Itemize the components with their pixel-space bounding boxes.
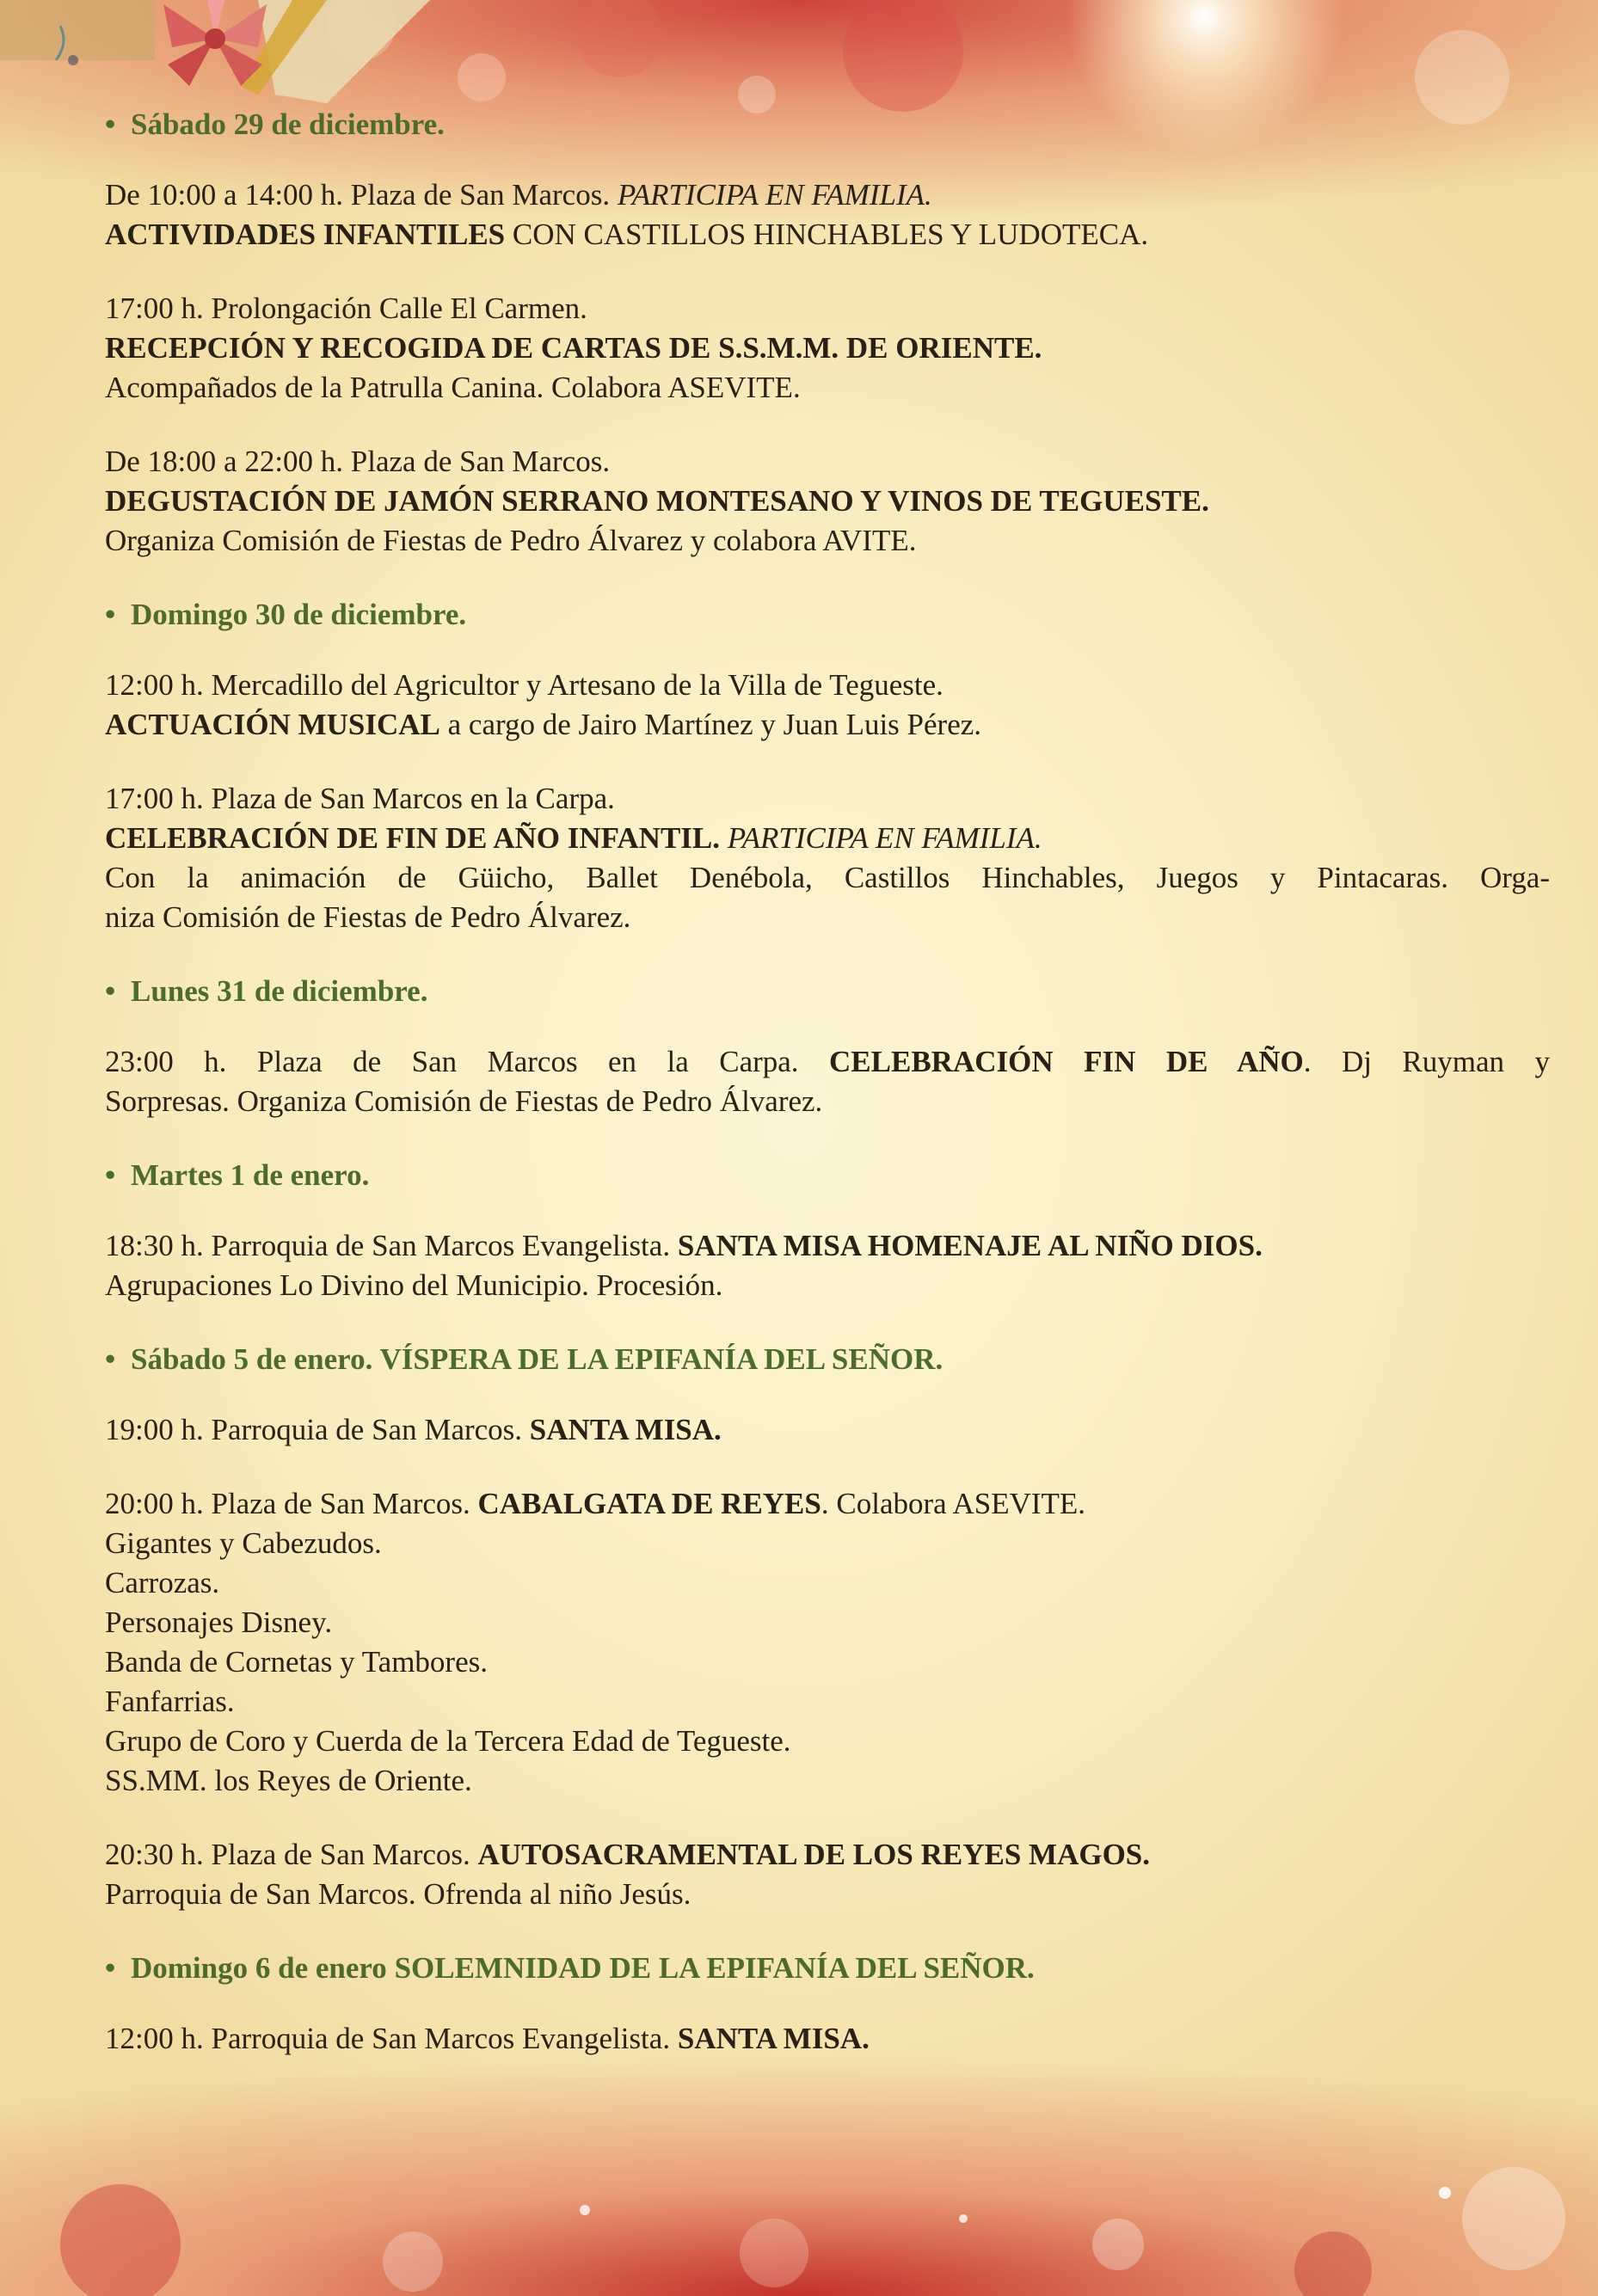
day-heading [105,1949,1550,1988]
event-item [105,1835,1550,1914]
event-text: Organiza Comisión de Fiestas de Pedro Álvarez y colabora AVITE. [105,524,917,557]
event-text: CON CASTILLOS HINCHABLES Y LUDOTECA. [505,218,1149,251]
event-text: 18:30 h. Parroquia de San Marcos Evangelista. [105,1229,678,1262]
event-line [105,1082,1550,1121]
event-item [105,1042,1550,1121]
event-line [105,521,1550,561]
day-heading [105,105,1550,144]
event-item [105,289,1550,408]
event-line [105,898,1550,937]
event-line [105,442,1550,482]
event-title: SANTA MISA. [677,2022,870,2055]
event-text: Carrozas. [105,1566,220,1599]
event-item [105,779,1550,937]
event-text: Fanfarrias. [105,1685,235,1718]
event-text: 17:00 h. Prolongación Calle El Carmen. [105,292,587,325]
event-text: 12:00 h. Parroquia de San Marcos Evangelista. [105,2022,678,2055]
event-line [105,482,1550,521]
bullet-icon: • [105,1342,116,1376]
bullet-icon: • [105,974,116,1008]
event-text: Agrupaciones Lo Divino del Municipio. Procesión. [105,1268,723,1302]
event-tag: PARTICIPA EN FAMILIA. [617,178,932,212]
event-line [105,1603,1550,1642]
event-item [105,2019,1550,2059]
event-title: SANTA MISA HOMENAJE AL NIÑO DIOS. [677,1229,1263,1262]
events-schedule [105,105,1550,2093]
event-title: RECEPCIÓN Y RECOGIDA DE CARTAS DE S.S.M.M. DE ORIENTE. [105,331,1042,365]
event-line [105,779,1550,819]
event-title: SANTA MISA. [529,1413,722,1446]
event-text: Con la animación de Güicho, Ballet Denébola, Castillos Hinchables, Juegos y Pintacaras. Orga- [105,861,1550,894]
event-text: Gigantes y Cabezudos. [105,1526,382,1560]
bullet-icon: • [105,598,116,631]
event-line [105,1226,1550,1266]
day-heading-text: Domingo 30 de diciembre. [131,598,467,631]
event-text: . Colabora ASEVITE. [821,1487,1086,1520]
event-text: Banda de Cornetas y Tambores. [105,1645,488,1679]
event-text: niza Comisión de Fiestas de Pedro Álvarez. [105,900,631,934]
bullet-icon: • [105,1158,116,1192]
event-line [105,215,1550,255]
event-line [105,1042,1550,1082]
event-title: ACTIVIDADES INFANTILES [105,218,506,251]
event-line [105,289,1550,328]
event-line [105,368,1550,408]
event-text: De 18:00 a 22:00 h. Plaza de San Marcos. [105,445,611,478]
day-heading [105,1340,1550,1379]
day-heading-title: VÍSPERA DE LA EPIFANÍA DEL SEÑOR. [379,1342,943,1376]
day-heading [105,595,1550,635]
event-text: 23:00 h. Plaza de San Marcos en la Carpa. [105,1045,830,1078]
event-line [105,1875,1550,1914]
event-line [105,858,1550,898]
event-item [105,1226,1550,1305]
event-item [105,1410,1550,1450]
event-line [105,1642,1550,1682]
event-text: 12:00 h. Mercadillo del Agricultor y Artesano de la Villa de Tegueste. [105,668,943,702]
event-line [105,819,1550,858]
event-line [105,1563,1550,1603]
event-text: 20:00 h. Plaza de San Marcos. [105,1487,478,1520]
event-item [105,442,1550,561]
day-heading-title: SOLEMNIDAD DE LA EPIFANÍA DEL SEÑOR. [394,1951,1035,1985]
day-heading [105,972,1550,1011]
christmas-bottom-border [0,2115,1598,2296]
event-text: De 10:00 a 14:00 h. Plaza de San Marcos. [105,178,618,212]
event-title: DEGUSTACIÓN DE JAMÓN SERRANO MONTESANO Y VINOS DE TEGUESTE. [105,484,1209,518]
event-text: Sorpresas. Organiza Comisión de Fiestas de Pedro Álvarez. [105,1084,823,1118]
day-heading-text: Martes 1 de enero. [131,1158,370,1192]
bullet-icon: • [105,107,116,141]
day-heading-text: Sábado 5 de enero. [131,1342,373,1376]
event-line [105,1835,1550,1875]
bullet-icon: • [105,1951,116,1985]
event-line [105,666,1550,705]
day-heading-text: Domingo 6 de enero [131,1951,387,1985]
event-text: Parroquia de San Marcos. Ofrenda al niño Jesús. [105,1877,691,1911]
event-tag: PARTICIPA EN FAMILIA. [720,821,1042,855]
event-title: CELEBRACIÓN FIN DE AÑO [829,1045,1304,1078]
event-item [105,1484,1550,1801]
event-text: 19:00 h. Parroquia de San Marcos. [105,1413,530,1446]
event-line [105,1484,1550,1524]
event-line [105,705,1550,745]
event-title: CELEBRACIÓN DE FIN DE AÑO INFANTIL. [105,821,721,855]
event-item [105,666,1550,745]
event-line [105,1266,1550,1305]
event-line [105,1410,1550,1450]
event-text: SS.MM. los Reyes de Oriente. [105,1764,472,1797]
event-text: 17:00 h. Plaza de San Marcos en la Carpa. [105,782,615,815]
event-line [105,1682,1550,1722]
event-line [105,1761,1550,1801]
event-line [105,328,1550,368]
event-text: Personajes Disney. [105,1605,333,1639]
event-line [105,1722,1550,1761]
event-text: . Dj Ruyman y [1303,1045,1550,1078]
event-line [105,175,1550,215]
event-title: AUTOSACRAMENTAL DE LOS REYES MAGOS. [477,1838,1151,1871]
day-heading-text: Lunes 31 de diciembre. [131,974,428,1008]
event-text: Grupo de Coro y Cuerda de la Tercera Edad de Tegueste. [105,1724,791,1758]
event-text: Acompañados de la Patrulla Canina. Colabora ASEVITE. [105,371,801,404]
event-line [105,1524,1550,1563]
event-text: a cargo de Jairo Martínez y Juan Luis Pérez. [439,708,982,741]
event-line [105,2019,1550,2059]
day-heading-text: Sábado 29 de diciembre. [131,107,445,141]
event-text: 20:30 h. Plaza de San Marcos. [105,1838,478,1871]
event-title: ACTUACIÓN MUSICAL [105,708,440,741]
event-item [105,175,1550,255]
event-title: CABALGATA DE REYES [477,1487,821,1520]
day-heading [105,1156,1550,1195]
